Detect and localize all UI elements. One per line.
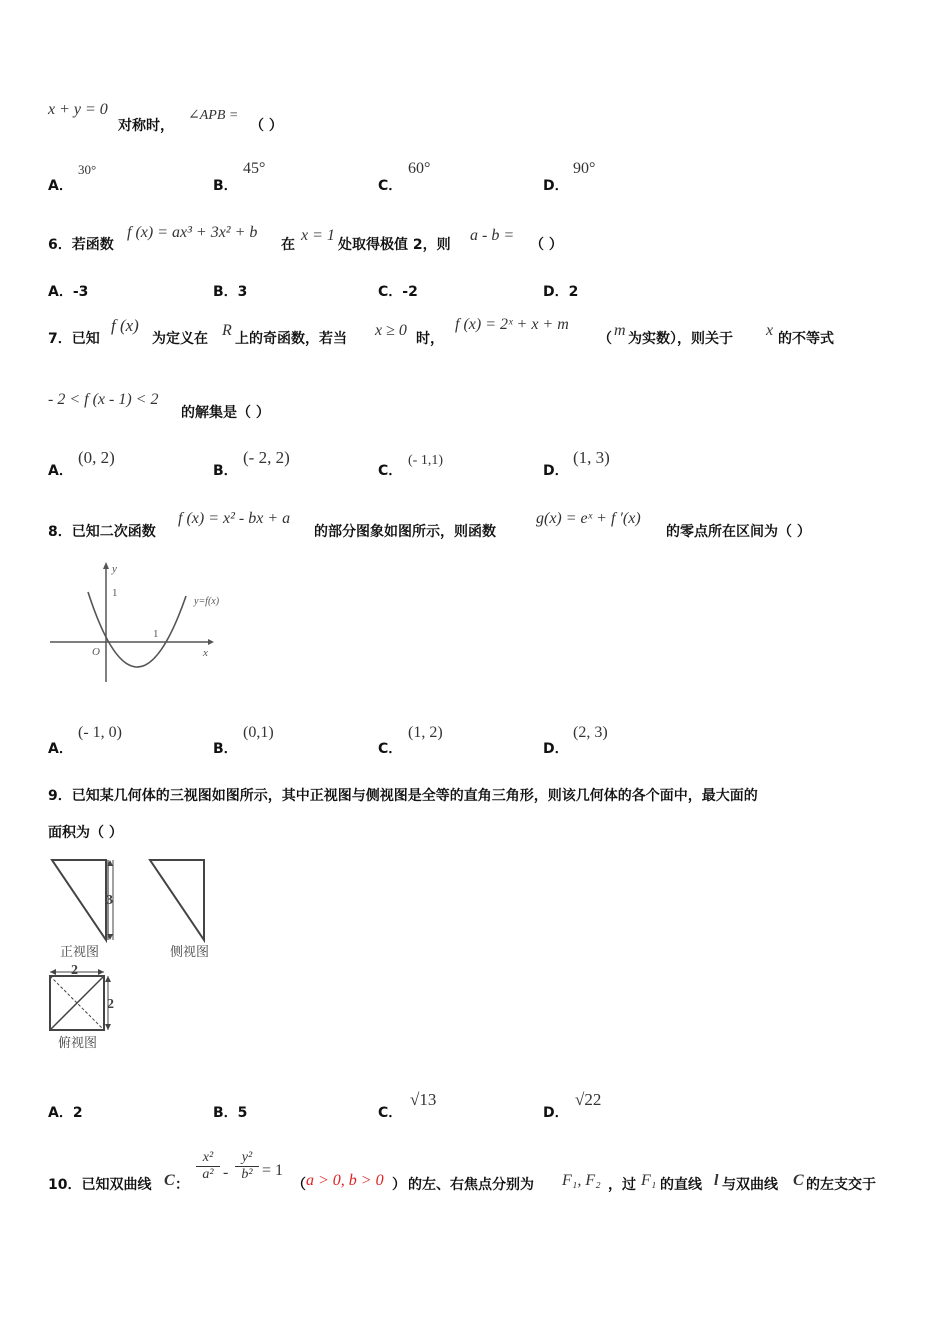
- q8-text-1: 的部分图象如图所示，则函数: [314, 524, 496, 540]
- q7-option-b-label[interactable]: B．: [213, 463, 238, 479]
- top-depth-label: 2: [107, 997, 114, 1012]
- q9-three-views-figure: [44, 854, 234, 1054]
- q7-option-c-label[interactable]: C．: [378, 463, 403, 479]
- q7-text-5: 为实数），则关于: [628, 331, 733, 347]
- arrow-right-icon: [98, 969, 104, 975]
- q8-option-c-label[interactable]: C．: [378, 741, 403, 757]
- q7-fx: f (x): [111, 316, 139, 335]
- q5-equation: x + y = 0: [48, 101, 108, 118]
- q8-option-a-label[interactable]: A．: [48, 741, 73, 757]
- y-axis-arrow-icon: [103, 562, 109, 569]
- q5-text: 对称时，: [118, 118, 174, 134]
- q7-option-c[interactable]: (- 1,1): [408, 453, 443, 468]
- parabola-curve: [88, 592, 186, 667]
- top-view: [50, 963, 114, 1051]
- q10-number: 10．已知双曲线: [48, 1177, 152, 1193]
- q7-option-d[interactable]: (1, 3): [573, 448, 610, 467]
- q10-condition: a > 0, b > 0: [306, 1172, 384, 1189]
- q10-fraction-x: [196, 1150, 220, 1183]
- q6-expression: a - b =: [470, 227, 515, 244]
- q7-condition: x ≥ 0: [375, 322, 407, 339]
- q8-option-a[interactable]: (- 1, 0): [78, 724, 122, 741]
- x-tick-label: 1: [153, 628, 159, 640]
- side-view-label: 侧视图: [170, 945, 210, 960]
- front-view-label: 正视图: [60, 945, 100, 960]
- side-view: [150, 860, 209, 960]
- arrow-down-icon: [105, 1024, 111, 1030]
- q10-l: l: [714, 1172, 719, 1189]
- q10-text-1: 的左、右焦点分别为: [408, 1177, 534, 1193]
- q5-option-b-label[interactable]: B．: [213, 178, 238, 194]
- q6-text-1: 在: [281, 237, 295, 253]
- q7-definition: f (x) = 2ˣ + x + m: [455, 316, 569, 333]
- q7-text-3: 时，: [416, 331, 444, 347]
- q6-option-b[interactable]: B．3: [213, 284, 248, 300]
- front-view: [52, 860, 113, 960]
- q7-text-1: 为定义在: [152, 331, 208, 347]
- q10-minus: -: [223, 1164, 229, 1181]
- q7-x: x: [766, 322, 774, 339]
- q9-text-line-1: 9．已知某几何体的三视图如图所示，其中正视图与侧视图是全等的直角三角形，则该几何体的各个面中，最大面的: [48, 788, 758, 804]
- q5-option-c[interactable]: 60°: [408, 160, 431, 177]
- q5-angle: ∠APB =: [188, 108, 239, 123]
- q8-option-d-label[interactable]: D．: [543, 741, 569, 757]
- origin-label: O: [92, 646, 100, 658]
- q5-option-c-label[interactable]: C．: [378, 178, 403, 194]
- q10-rparen: ）: [392, 1177, 406, 1193]
- q9-option-c-label[interactable]: C．: [378, 1105, 403, 1121]
- q10-fraction-y: [235, 1150, 259, 1183]
- q7-R: R: [222, 322, 232, 339]
- q6-option-d[interactable]: D．2: [543, 284, 579, 300]
- q7-text-4: （: [598, 331, 612, 347]
- arrow-up-icon: [105, 976, 111, 982]
- q10-lparen: （: [292, 1177, 306, 1193]
- q8-text-2: 的零点所在区间为（ ）: [666, 524, 811, 540]
- curve-label: y=f(x): [194, 596, 220, 607]
- q6-function: f (x) = ax³ + 3x² + b: [127, 224, 258, 241]
- q8-g-function: g(x) = eˣ + f ′(x): [536, 510, 641, 527]
- q6-number: 6．若函数: [48, 237, 114, 253]
- q7-option-a[interactable]: (0, 2): [78, 448, 115, 467]
- q6-x: x = 1: [301, 227, 335, 244]
- arrow-left-icon: [50, 969, 56, 975]
- q5-option-b[interactable]: 45°: [243, 160, 266, 177]
- q9-option-c[interactable]: √13: [410, 1090, 437, 1109]
- y-axis-label: y: [112, 563, 117, 575]
- q9-option-a[interactable]: A．2: [48, 1105, 83, 1121]
- fraction-denominator: b²: [241, 1167, 253, 1182]
- q8-option-b-label[interactable]: B．: [213, 741, 238, 757]
- q5-option-d-label[interactable]: D．: [543, 178, 569, 194]
- q8-parabola-graph: [48, 560, 248, 690]
- q7-option-d-label[interactable]: D．: [543, 463, 569, 479]
- q8-option-d[interactable]: (2, 3): [573, 724, 608, 741]
- q5-option-d[interactable]: 90°: [573, 160, 596, 177]
- q5-option-a-label[interactable]: A．: [48, 178, 73, 194]
- front-height-label: 3: [106, 893, 113, 908]
- q10-foci: F₁, F₂: [562, 1172, 601, 1189]
- q7-text-2: 上的奇函数，若当: [235, 331, 347, 347]
- q8-option-c[interactable]: (1, 2): [408, 724, 443, 741]
- q7-option-b[interactable]: (- 2, 2): [243, 448, 290, 467]
- q7-text-6: 的不等式: [778, 331, 834, 347]
- q9-text-line-2: 面积为（ ）: [48, 825, 123, 841]
- q10-F1: F₁: [641, 1172, 657, 1189]
- q7-text-7: 的解集是（ ）: [181, 405, 270, 421]
- q10-C: C: [164, 1172, 175, 1189]
- x-axis-arrow-icon: [208, 639, 214, 645]
- q8-function: f (x) = x² - bx + a: [178, 510, 291, 527]
- q10-colon: ：: [175, 1177, 189, 1193]
- q10-equals: = 1: [262, 1162, 284, 1179]
- q10-text-5: 的左支交于: [806, 1177, 876, 1193]
- q5-paren: （ ）: [250, 118, 283, 134]
- q6-option-a[interactable]: A．-3: [48, 284, 89, 300]
- q10-text-2: ，过: [608, 1177, 636, 1193]
- q10-text-4: 与双曲线: [722, 1177, 778, 1193]
- fraction-numerator: x²: [196, 1150, 220, 1167]
- q8-option-b[interactable]: (0,1): [243, 724, 274, 741]
- q7-m: m: [614, 322, 626, 339]
- q7-number: 7．已知: [48, 331, 100, 347]
- q6-option-c[interactable]: C．-2: [378, 284, 418, 300]
- q7-inequality: - 2 < f (x - 1) < 2: [48, 391, 159, 408]
- q8-number: 8．已知二次函数: [48, 524, 156, 540]
- x-axis-label: x: [203, 647, 208, 659]
- fraction-denominator: a²: [202, 1167, 214, 1182]
- q6-paren: （ ）: [530, 237, 563, 253]
- fraction-numerator: y²: [235, 1150, 259, 1167]
- q9-option-b[interactable]: B．5: [213, 1105, 248, 1121]
- q10-C2: C: [793, 1172, 804, 1189]
- q9-option-d-label[interactable]: D．: [543, 1105, 569, 1121]
- top-width-label: 2: [71, 963, 78, 978]
- top-view-label: 俯视图: [58, 1036, 98, 1051]
- q10-text-3: 的直线: [660, 1177, 702, 1193]
- q6-text-2: 处取得极值 2，则: [338, 237, 451, 253]
- y-tick-label: 1: [112, 587, 118, 599]
- q9-option-d[interactable]: √22: [575, 1090, 602, 1109]
- q5-option-a[interactable]: 30°: [78, 162, 97, 177]
- q7-option-a-label[interactable]: A．: [48, 463, 73, 479]
